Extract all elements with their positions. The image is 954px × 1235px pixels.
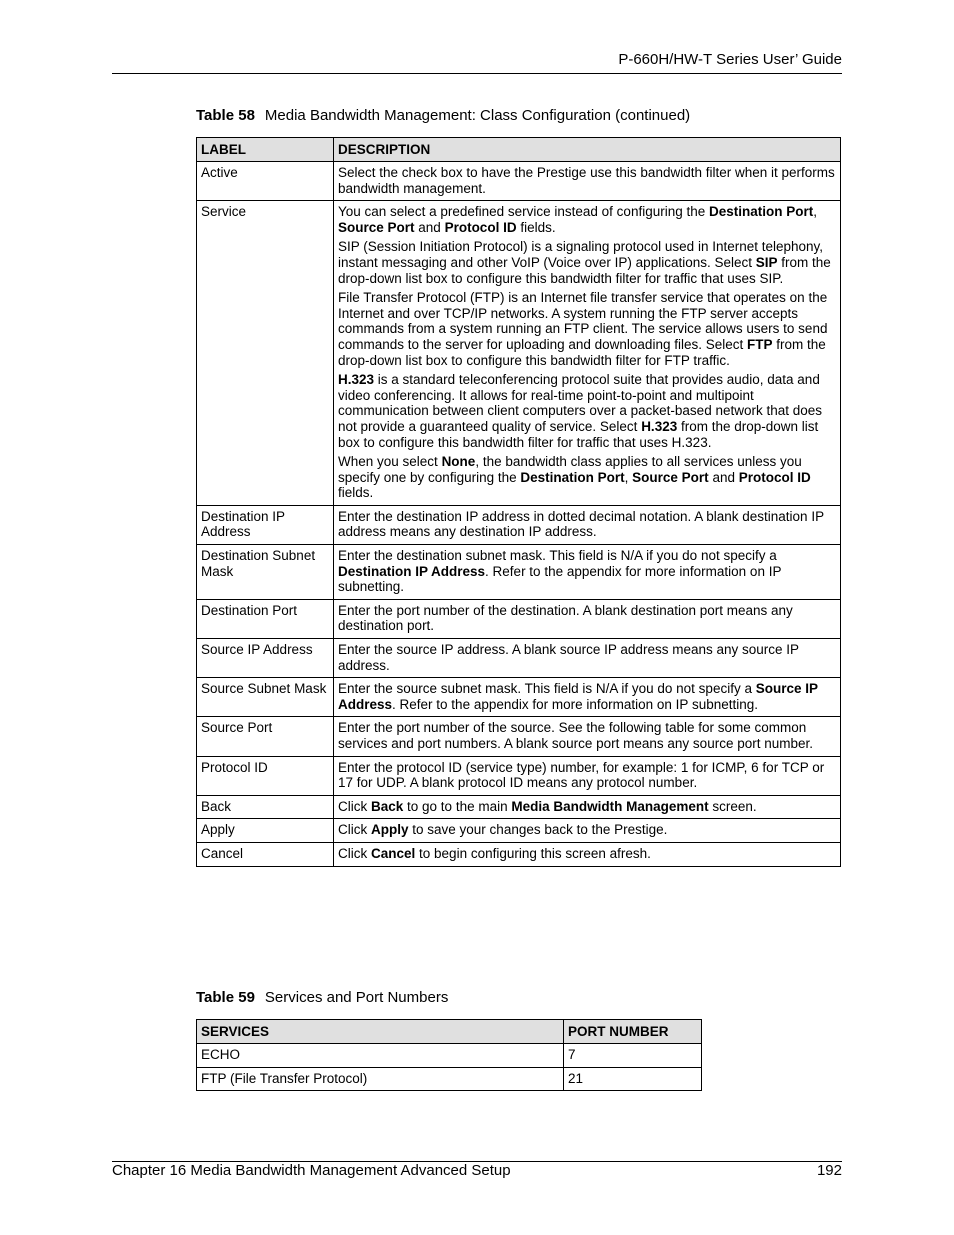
services-column-header: SERVICES [197, 1020, 564, 1044]
text-run: . Refer to the appendix for more information on IP subnetting. [338, 563, 782, 595]
bold-term: FTP [747, 336, 773, 352]
service-name: FTP (File Transfer Protocol) [197, 1067, 564, 1091]
bold-term: Apply [371, 822, 409, 838]
running-header-title: P-660H/HW-T Series User’ Guide [618, 51, 842, 68]
description-column-header: DESCRIPTION [334, 138, 841, 162]
text-run: from the drop-down list box to configure this bandwidth filter for traffic that uses SIP. [338, 254, 831, 286]
description-paragraph [338, 548, 836, 595]
table58-caption [196, 107, 690, 124]
row-description [334, 819, 841, 843]
table-row [197, 1044, 702, 1068]
port-number: 7 [564, 1044, 702, 1068]
text-run: from the drop-down list box to configure this bandwidth filter for FTP traffic. [338, 336, 826, 368]
text-run: SIP (Session Initiation Protocol) is a signaling protocol used in Internet telephony, instant messaging and other VoIP (Voice over IP) applications. Select [338, 239, 824, 270]
bold-term: Media Bandwidth Management [511, 798, 709, 814]
text-run: , [813, 204, 818, 220]
bold-term: None [441, 454, 476, 470]
text-run: . Refer to the appendix for more information on IP subnetting. [392, 696, 758, 712]
text-run: Enter the port number of the destination. A blank destination port means any destination port. [338, 602, 793, 634]
description-paragraph [338, 454, 836, 501]
text-run: and [414, 219, 445, 235]
table-row [197, 819, 841, 843]
text-run: , the bandwidth class applies to all services unless you specify one by configuring the [338, 454, 802, 485]
table-row [197, 505, 841, 544]
table-row [197, 201, 841, 506]
description-paragraph [338, 290, 836, 368]
description-paragraph [338, 720, 836, 751]
bold-term: H.323 [338, 372, 375, 388]
text-run: Click [338, 822, 371, 838]
table-row [197, 162, 841, 201]
row-description [334, 545, 841, 600]
description-paragraph [338, 681, 836, 712]
row-label: Destination IP Address [197, 505, 334, 544]
table-row [197, 717, 841, 756]
text-run: File Transfer Protocol (FTP) is an Internet file transfer service that operates on the Internet and over TCP/IP networks. A system running the FTP server accepts commands from a system running an FTP client. The service allows users to send commands to the server for uploading and downloading files. Select [338, 290, 828, 352]
row-label: Source Subnet Mask [197, 678, 334, 717]
header-divider [112, 73, 842, 74]
text-run: Select the check box to have the Prestige use this bandwidth filter when it performs bandwidth management. [338, 165, 835, 196]
row-label: Back [197, 795, 334, 819]
text-run: from the drop-down list box to configure this bandwidth filter for traffic that uses H.323. [338, 418, 819, 450]
row-label: Source Port [197, 717, 334, 756]
row-label: Source IP Address [197, 639, 334, 678]
row-label: Service [197, 201, 334, 506]
row-description [334, 756, 841, 795]
bold-term: Cancel [371, 845, 416, 861]
bold-term: Destination IP Address [338, 563, 486, 579]
description-paragraph [338, 509, 836, 540]
row-label: Protocol ID [197, 756, 334, 795]
text-run: Enter the source IP address. A blank source IP address means any source IP address. [338, 642, 799, 673]
services-port-table [196, 1019, 702, 1091]
description-paragraph [338, 822, 836, 838]
table59-caption-text: Services and Port Numbers [264, 989, 449, 1006]
description-paragraph [338, 372, 836, 450]
text-run: Enter the destination subnet mask. This field is N/A if you do not specify a [338, 548, 777, 564]
row-description [334, 505, 841, 544]
table-row [197, 756, 841, 795]
table-row [197, 545, 841, 600]
text-run: Enter the source subnet mask. This field is N/A if you do not specify a [338, 681, 756, 697]
description-paragraph [338, 204, 836, 235]
table59-header-row [197, 1020, 702, 1044]
bold-term: Back [371, 798, 404, 814]
text-run: is a standard teleconferencing protocol suite that provides audio, data and video conferencing. It allows for real-time point-to-point and multipoint communication between client computers over a packet-based network that does not provide a guaranteed quality of service. Select [338, 372, 823, 434]
text-run: fields. [338, 485, 374, 501]
table-row [197, 678, 841, 717]
description-paragraph [338, 642, 836, 673]
text-run: Click [338, 845, 371, 861]
bold-term: Source Port [632, 469, 709, 485]
description-paragraph [338, 799, 836, 815]
text-run: You can select a predefined service instead of configuring the [338, 204, 709, 220]
bold-term: Destination Port [709, 204, 814, 220]
row-label: Apply [197, 819, 334, 843]
label-column-header: LABEL [197, 138, 334, 162]
row-description [334, 162, 841, 201]
table-row [197, 842, 841, 866]
row-label: Cancel [197, 842, 334, 866]
text-run: Click [338, 798, 371, 814]
bold-term: H.323 [641, 418, 678, 434]
text-run: to go to the main [403, 798, 512, 814]
table59-caption [196, 989, 448, 1006]
table-row [197, 599, 841, 638]
row-description [334, 639, 841, 678]
text-run: Enter the destination IP address in dotted decimal notation. A blank destination IP address means any destination IP address. [338, 508, 824, 540]
table58-header-row [197, 138, 841, 162]
description-paragraph [338, 165, 836, 196]
bold-term: SIP [755, 254, 778, 270]
bold-term: Source Port [338, 219, 415, 235]
table58-caption-number: Table 58 [196, 107, 255, 124]
text-run: to begin configuring this screen afresh. [415, 845, 651, 861]
table-row [197, 1067, 702, 1091]
text-run: , [624, 469, 633, 485]
port-number-column-header: PORT NUMBER [564, 1020, 702, 1044]
description-paragraph [338, 603, 836, 634]
row-description [334, 678, 841, 717]
description-paragraph [338, 760, 836, 791]
row-description [334, 201, 841, 506]
table-row [197, 795, 841, 819]
table59-caption-number: Table 59 [196, 989, 255, 1006]
row-label: Destination Port [197, 599, 334, 638]
row-label: Active [197, 162, 334, 201]
table58-body [197, 162, 841, 867]
row-label: Destination Subnet Mask [197, 545, 334, 600]
table-row [197, 639, 841, 678]
class-configuration-table [196, 137, 841, 867]
footer-chapter: Chapter 16 Media Bandwidth Management Advanced Setup [112, 1162, 511, 1179]
bold-term: Destination Port [520, 469, 625, 485]
service-name: ECHO [197, 1044, 564, 1068]
page-number: 192 [816, 1162, 842, 1179]
port-number: 21 [564, 1067, 702, 1091]
table59-body [197, 1044, 702, 1091]
row-description [334, 599, 841, 638]
description-paragraph [338, 239, 836, 286]
bold-term: Source IP Address [338, 681, 818, 712]
text-run: to save your changes back to the Prestige. [408, 822, 668, 838]
row-description [334, 795, 841, 819]
row-description [334, 842, 841, 866]
text-run: fields. [516, 219, 556, 235]
bold-term: Protocol ID [444, 219, 517, 235]
text-run: Enter the port number of the source. See the following table for some common services and port numbers. A blank source port means any source port number. [338, 720, 813, 751]
text-run: Enter the protocol ID (service type) number, for example: 1 for ICMP, 6 for TCP or 17 for UDP. A blank protocol ID means any protocol number. [338, 759, 825, 791]
text-run: and [708, 469, 739, 485]
text-run: When you select [338, 454, 442, 470]
bold-term: Protocol ID [738, 469, 811, 485]
text-run: screen. [708, 798, 757, 814]
row-description [334, 717, 841, 756]
description-paragraph [338, 846, 836, 862]
table58-caption-text: Media Bandwidth Management: Class Configuration (continued) [264, 107, 691, 124]
